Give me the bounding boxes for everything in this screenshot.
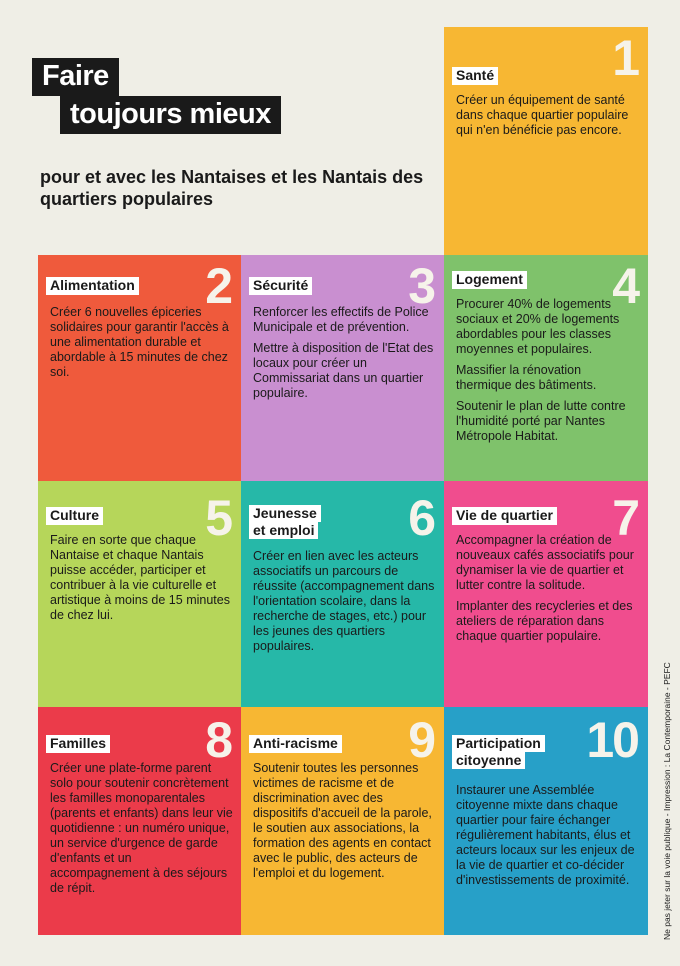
tile-title-line-1: Participation xyxy=(452,735,545,752)
tile-number: 2 xyxy=(205,258,231,314)
print-note-text: Ne pas jeter sur la voie publique - Impression : La Contemporaine - PEFC xyxy=(662,662,672,940)
tile-paragraph: Créer en lien avec les acteurs associatifs un parcours de réussite (accompagnement dans l'orientation scolaire, dans la recherche de stages, etc.) pour les jeunes des quartiers populaires. xyxy=(253,549,435,653)
subtitle: pour et avec les Nantaises et les Nantais des quartiers populaires xyxy=(40,167,424,209)
title-line-2: toujours mieux xyxy=(60,96,281,134)
tile-title: Logement xyxy=(452,271,527,289)
tile-securite xyxy=(241,255,444,481)
tile-title-line-2: et emploi xyxy=(249,522,318,539)
title-line-1: Faire xyxy=(32,58,119,96)
tile-participation xyxy=(444,707,648,935)
tile-paragraph: Implanter des recycleries et des ateliers de réparation dans chaque quartier populaire. xyxy=(456,599,633,643)
tile-number: 10 xyxy=(586,712,638,768)
tile-number: 8 xyxy=(205,712,231,768)
tile-jeunesse xyxy=(241,481,444,707)
tile-title xyxy=(249,505,325,539)
tile-number: 7 xyxy=(612,490,638,546)
tile-body xyxy=(456,297,640,450)
tile-title xyxy=(452,735,549,769)
tile-paragraph: Créer un équipement de santé dans chaque quartier populaire qui n'en bénéficie pas encore. xyxy=(456,93,629,137)
tile-logement xyxy=(444,255,648,481)
tile-body xyxy=(456,783,640,894)
tile-anti-racisme xyxy=(241,707,444,935)
tile-body xyxy=(253,305,436,407)
tile-title: Culture xyxy=(46,507,103,525)
tile-body xyxy=(456,93,640,144)
tile-number: 4 xyxy=(612,258,638,314)
tile-title: Alimentation xyxy=(46,277,139,295)
tile-title: Anti-racisme xyxy=(249,735,342,753)
tile-paragraph: Créer 6 nouvelles épiceries solidaires pour garantir l'accès à une alimentation durable et abordable à 15 minutes de chez soi. xyxy=(50,305,229,379)
tile-title: Familles xyxy=(46,735,110,753)
tile-paragraph: Instaurer une Assemblée citoyenne mixte dans chaque quartier pour faire échanger régulièrement habitants, élus et acteurs locaux sur les enjeux de la vie de quartier et co-décider d'investissements de proximité. xyxy=(456,783,635,887)
tile-title: Vie de quartier xyxy=(452,507,557,525)
tile-culture xyxy=(38,481,241,707)
tile-paragraph: Massifier la rénovation thermique des bâtiments. xyxy=(456,363,597,392)
tile-paragraph: Mettre à disposition de l'Etat des locaux pour créer un Commissariat dans un quartier populaire. xyxy=(253,341,434,400)
tile-body xyxy=(456,533,640,650)
tile-body xyxy=(50,533,233,629)
tile-body xyxy=(253,761,436,887)
tile-title-line-2: citoyenne xyxy=(452,752,525,769)
tile-number: 9 xyxy=(408,712,434,768)
tile-paragraph: Créer une plate-forme parent solo pour soutenir concrètement les familles monoparentales (parents et enfants) dans leur vie quotidienne : un numéro unique, un service d'urgence de garde d'enfants et un accompagnement à des séjours de répit. xyxy=(50,761,233,895)
tile-body xyxy=(50,305,233,386)
tile-alimentation xyxy=(38,255,241,481)
tile-sante xyxy=(444,27,648,255)
tile-familles xyxy=(38,707,241,935)
tile-paragraph: Accompagner la création de nouveaux cafés associatifs pour dynamiser la vie de quartier et lutter contre la solitude. xyxy=(456,533,634,592)
tile-paragraph: Soutenir le plan de lutte contre l'humidité porté par Nantes Métropole Habitat. xyxy=(456,399,626,443)
tile-vie-de-quartier xyxy=(444,481,648,707)
tile-paragraph: Soutenir toutes les personnes victimes de racisme et de discrimination avec des dispositifs d'accueil de la parole, le soutien aux associations, la formation des agents en contact avec le public, des acteurs de l'emploi et du logement. xyxy=(253,761,432,880)
tile-number: 3 xyxy=(408,258,434,314)
tile-title-line-1: Jeunesse xyxy=(249,505,321,522)
tile-body xyxy=(50,761,233,902)
tile-paragraph: Faire en sorte que chaque Nantaise et chaque Nantais puisse accéder, participer et contribuer à la vie culturelle et artistique à moins de 15 minutes de chez lui. xyxy=(50,533,230,622)
tile-number: 1 xyxy=(612,30,638,86)
tile-paragraph: Procurer 40% de logements sociaux et 20% de logements abordables pour les classes moyennes et populaires. xyxy=(456,297,620,356)
title-block xyxy=(32,58,432,134)
tile-title: Santé xyxy=(452,67,498,85)
tile-number: 6 xyxy=(408,490,434,546)
tile-paragraph: Renforcer les effectifs de Police Municipale et de prévention. xyxy=(253,305,429,334)
print-note xyxy=(662,540,674,940)
tile-number: 5 xyxy=(205,490,231,546)
tile-body xyxy=(253,549,436,660)
tile-title: Sécurité xyxy=(249,277,312,295)
